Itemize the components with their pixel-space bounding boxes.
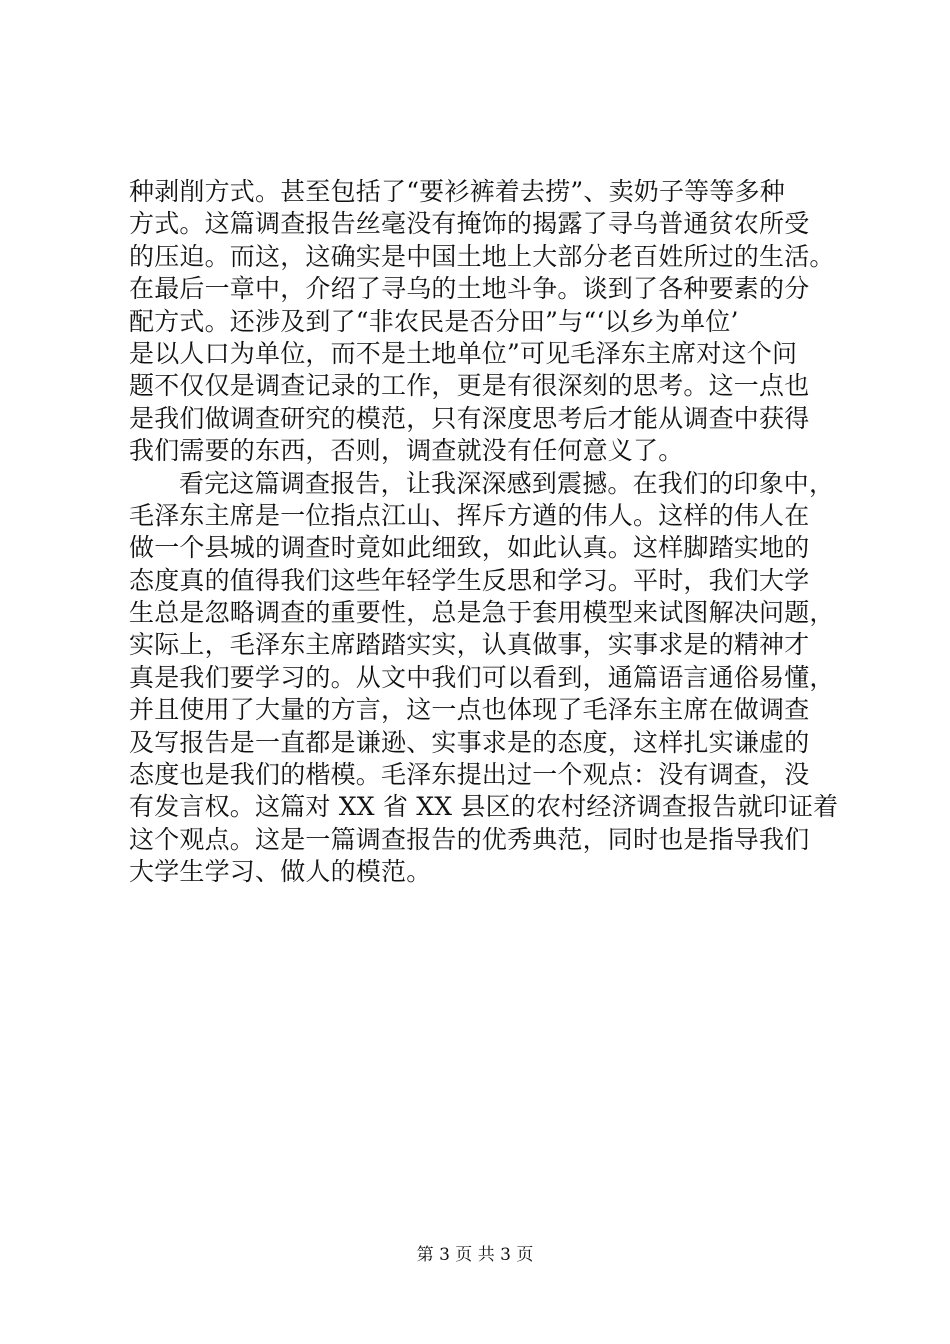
text-line: 及写报告是一直都是谦逊、实事求是的态度，这样扎实谦虚的	[129, 727, 810, 757]
text-line: 实际上，毛泽东主席踏踏实实，认真做事，实事求是的精神才	[129, 630, 810, 660]
text-line: 有发言权。这篇对 XX 省 XX 县区的农村经济调查报告就印证着	[129, 792, 839, 822]
text-line: 做一个县城的调查时竟如此细致，如此认真。这样脚踏实地的	[129, 533, 810, 563]
text-line: 是我们做调查研究的模范，只有深度思考后才能从调查中获得	[129, 403, 810, 433]
text-line: 真是我们要学习的。从文中我们可以看到，通篇语言通俗易懂，	[129, 662, 835, 692]
text-line: 在最后一章中，介绍了寻乌的土地斗争。谈到了各种要素的分	[129, 274, 810, 304]
body-text	[129, 176, 849, 889]
text-line: 我们需要的东西，否则，调查就没有任何意义了。	[129, 436, 684, 466]
text-line: 的压迫。而这，这确实是中国土地上大部分老百姓所过的生活。	[129, 241, 835, 271]
paragraph-first-line: 看完这篇调查报告，让我深深感到震撼。在我们的印象中，	[179, 468, 835, 498]
text-line: 题不仅仅是调查记录的工作，更是有很深刻的思考。这一点也	[129, 371, 810, 401]
text-line: 并且使用了大量的方言，这一点也体现了毛泽东主席在做调查	[129, 695, 810, 725]
text-line: 种剥削方式。甚至包括了“要衫裤着去捞”、卖奶子等等多种	[129, 177, 785, 206]
text-line: 配方式。还涉及到了“非农民是否分田”与“‘以乡为单位’	[129, 306, 739, 336]
text-line: 大学生学习、做人的模范。	[129, 857, 432, 887]
page-number-footer: 第 3 页 共 3 页	[416, 1245, 534, 1265]
text-line: 态度真的值得我们这些年轻学生反思和学习。平时，我们大学	[129, 565, 810, 595]
text-line: 毛泽东主席是一位指点江山、挥斥方遒的伟人。这样的伟人在	[129, 500, 810, 530]
text-line: 方式。这篇调查报告丝毫没有掩饰的揭露了寻乌普通贫农所受	[129, 209, 810, 239]
text-line: 是以人口为单位，而不是土地单位”可见毛泽东主席对这个问	[129, 338, 798, 368]
text-line: 态度也是我们的楷模。毛泽东提出过一个观点：没有调查，没	[129, 760, 810, 790]
text-line: 生总是忽略调查的重要性，总是急于套用模型来试图解决问题，	[129, 598, 835, 628]
text-line: 这个观点。这是一篇调查报告的优秀典范，同时也是指导我们	[129, 824, 810, 854]
